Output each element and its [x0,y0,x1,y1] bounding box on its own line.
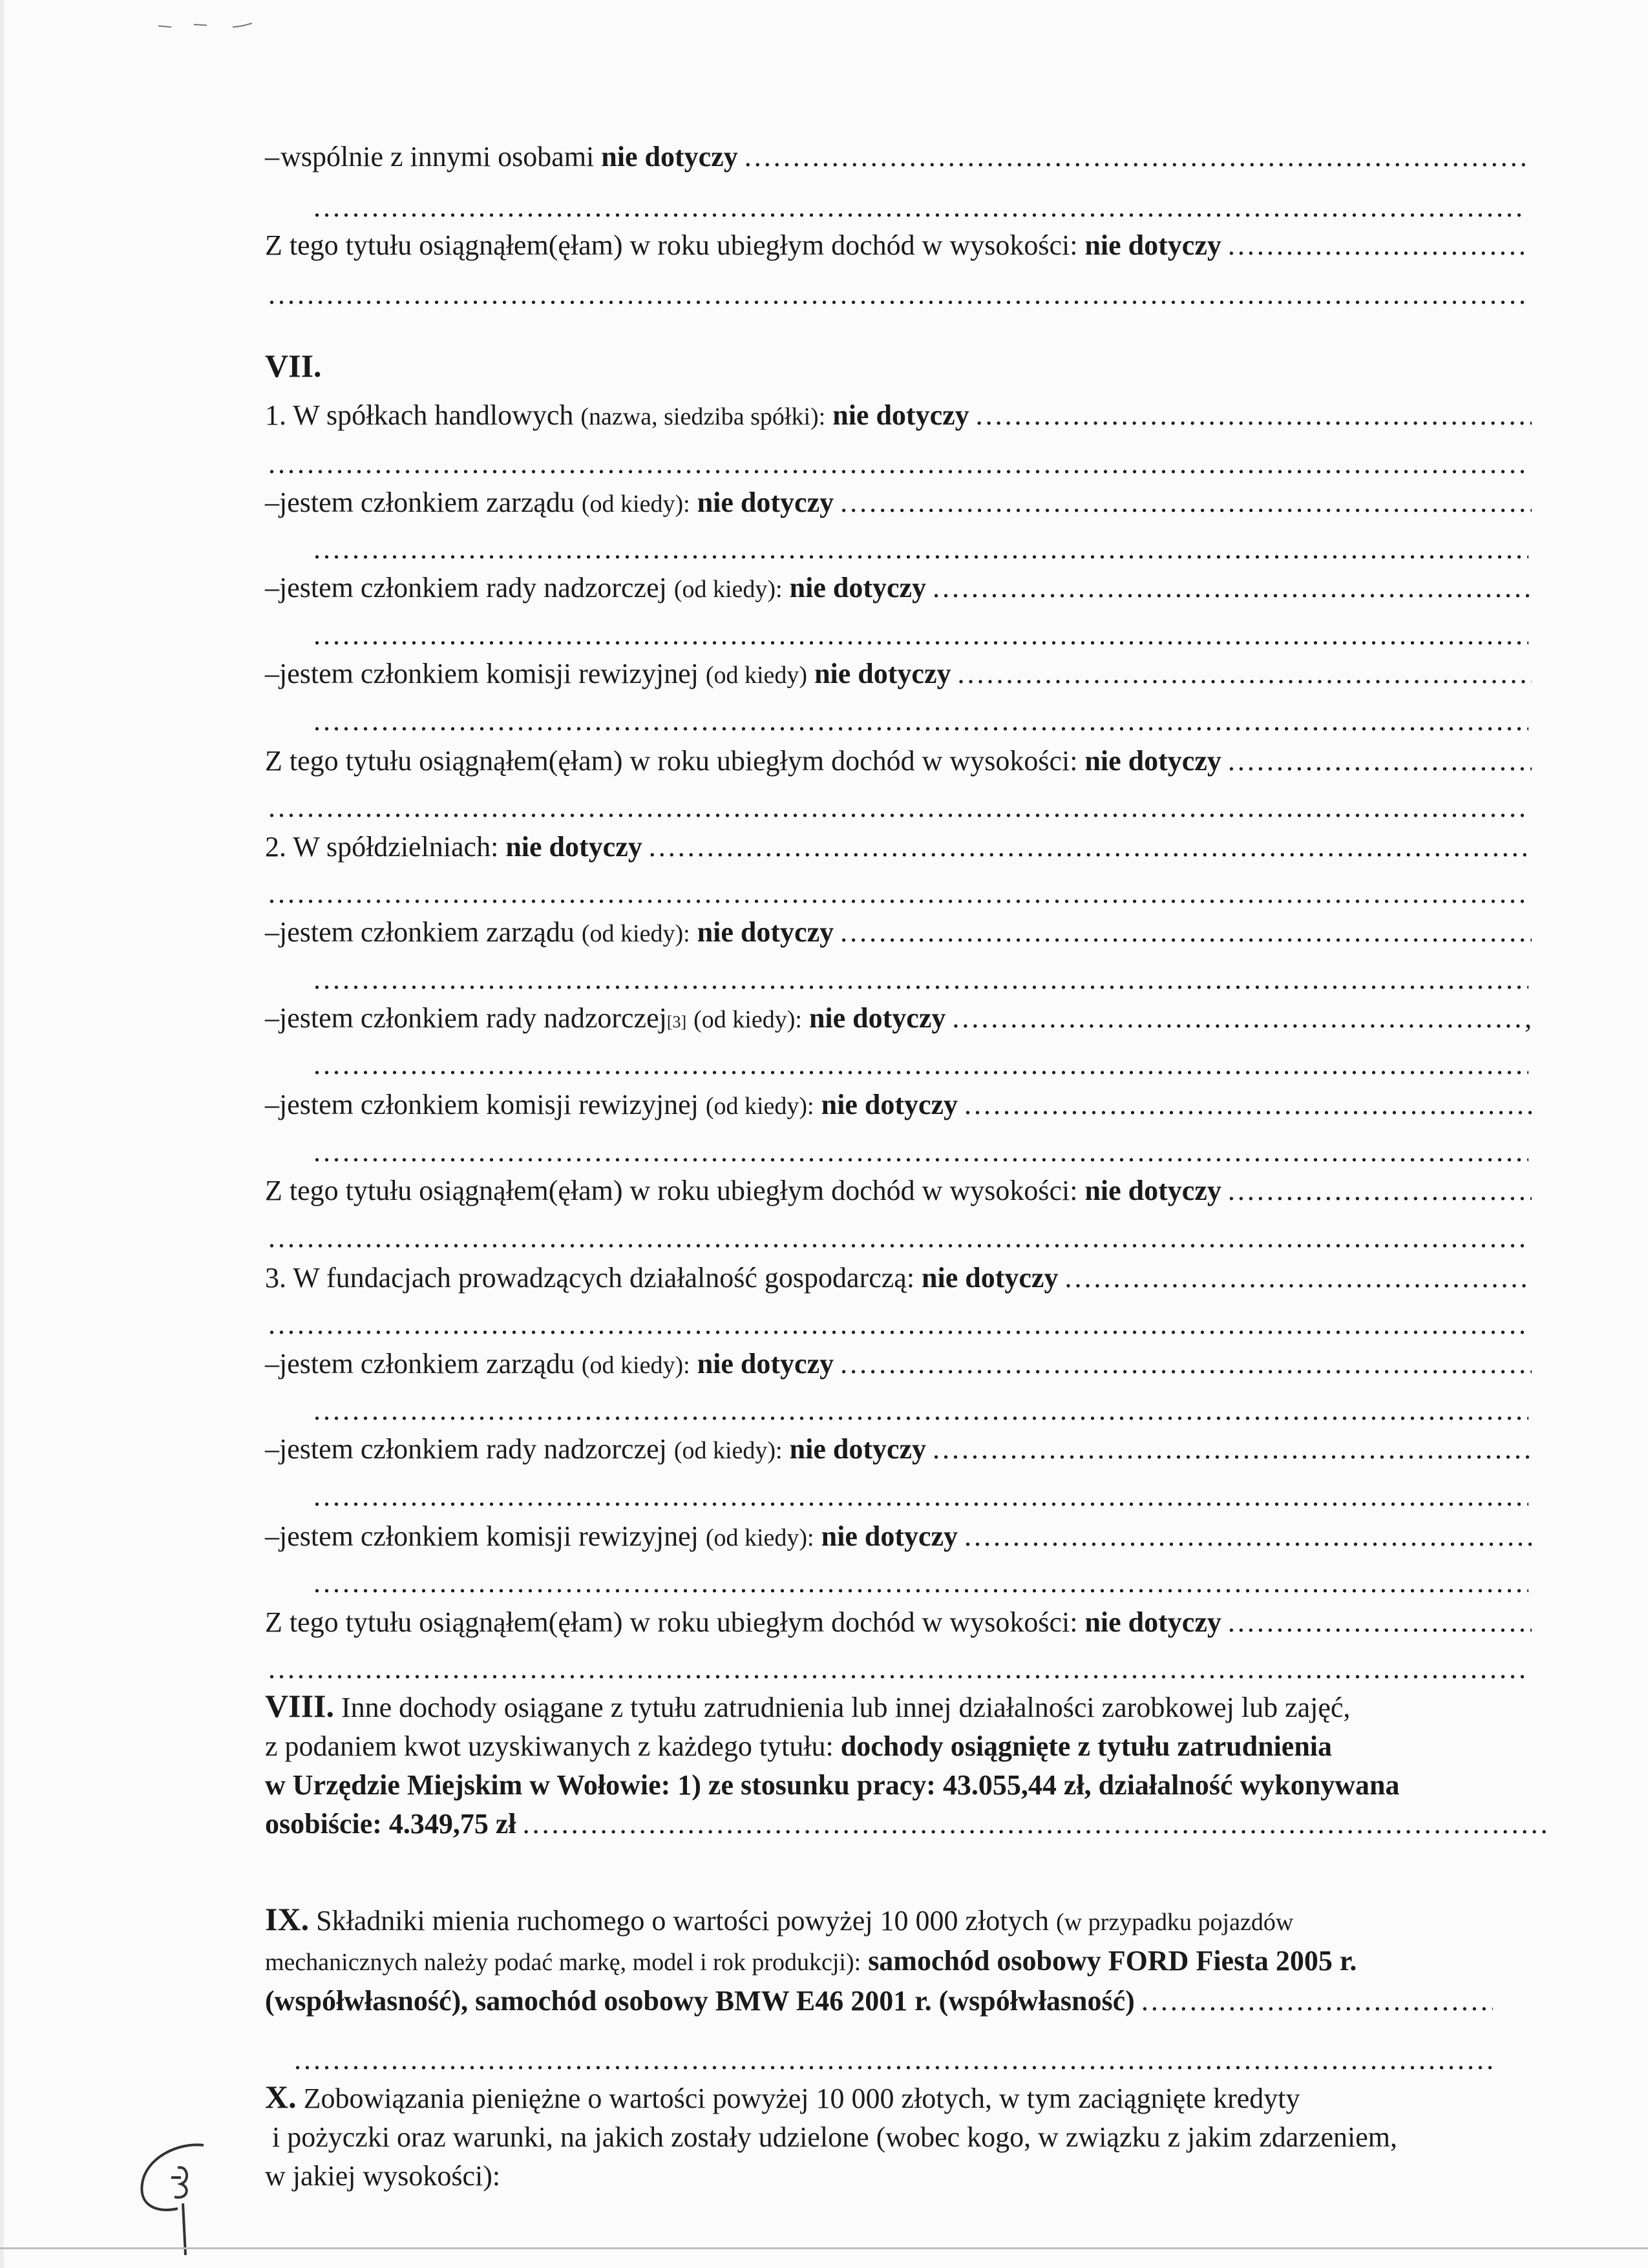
not-applicable: nie dotyczy [1084,745,1221,777]
vii-2-label: 2. W spółdzielniach: [265,831,499,863]
not-applicable: nie dotyczy [601,141,738,173]
audit-member-label: jestem członkiem komisji rewizyjnej [279,1520,699,1552]
section-ix-answer: samochód osobowy FORD Fiesta 2005 r. [868,1945,1357,1977]
dotted-fill [964,1087,1532,1123]
not-applicable: nie dotyczy [821,1520,958,1552]
dotted-line [268,876,1528,912]
income-label: Z tego tytułu osiągnąłem(ęłam) w roku ubiegłym dochód w wysokości: [265,1175,1078,1206]
not-applicable: nie dotyczy [697,916,834,948]
dotted-fill [952,1000,1525,1036]
vii-2-cooperatives [265,829,1532,865]
dash: – [265,658,279,689]
dotted-fill [1141,1982,1493,2021]
dotted-fill [523,1805,1551,1843]
since-hint: (od kiedy): [673,1437,783,1464]
dash: – [265,1348,279,1380]
audit-member-label: jestem członkiem komisji rewizyjnej [279,1089,699,1120]
dotted-fill [840,914,1532,950]
dotted-fill [933,570,1532,606]
not-applicable: nie dotyczy [1084,1606,1221,1638]
section-ix-answer: (współwłasność), samochód osobowy BMW E46 2001 r. (współwłasność) [265,1985,1135,2017]
since-hint: (od kiedy): [673,576,783,603]
dotted-line [313,1478,1528,1515]
section-x-heading: X. [265,2079,297,2115]
dash: – [265,487,279,518]
not-applicable: nie dotyczy [1084,229,1221,261]
scan-speck [155,19,259,32]
since-hint: (od kiedy): [705,1524,814,1551]
not-applicable: nie dotyczy [505,831,642,863]
dotted-fill [964,1518,1532,1555]
dotted-fill [745,139,1525,175]
vii-3-audit [265,1518,1532,1556]
dotted-fill [840,485,1532,521]
section-viii-answer: osobiście: 4.349,75 zł [265,1808,516,1840]
supervisory-member-label: jestem członkiem rady nadzorczej [279,572,667,604]
not-applicable: nie dotyczy [814,658,951,689]
not-applicable: nie dotyczy [789,572,927,604]
board-member-label: jestem członkiem zarządu [279,487,575,518]
dotted-fill [957,656,1532,692]
vii-2-audit [265,1087,1532,1124]
dotted-line [268,1220,1528,1256]
comma: , [1525,1002,1532,1034]
row-jointly [265,139,1525,175]
not-applicable: nie dotyczy [789,1433,927,1465]
dash: – [265,1520,279,1552]
not-applicable: nie dotyczy [832,399,969,431]
not-applicable: nie dotyczy [697,1348,834,1380]
dotted-fill [649,829,1532,865]
board-member-label: jestem członkiem zarządu [279,916,575,948]
supervisory-member-label: jestem członkiem rady nadzorczej [279,1433,667,1465]
dotted-line [268,790,1528,826]
scan-edge-bottom [0,2247,1648,2249]
dash: – [265,1433,279,1465]
section-x-text: i pożyczki oraz warunki, na jakich zostały udzielone (wobec kogo, w związku z jakim zdarzeniem, [272,2121,1397,2153]
section-vii-heading: VII. [265,348,322,384]
dotted-fill [1228,743,1532,779]
income-label: Z tego tytułu osiągnąłem(ęłam) w roku ubiegłym dochód w wysokości: [265,1606,1078,1638]
dotted-line [268,277,1528,313]
dotted-line [313,617,1528,653]
dotted-line [268,1651,1528,1687]
dotted-fill [840,1346,1532,1382]
income-label: Z tego tytułu osiągnąłem(ęłam) w roku ubiegłym dochód w wysokości: [265,229,1078,261]
vii-2-supervisory: – jestem członkiem rady nadzorczej [3] (od kiedy): nie dotyczy ..... , [265,1000,1532,1038]
not-applicable: nie dotyczy [697,487,834,518]
section-ix-text: Składniki mienia ruchomego o wartości powyżej 10 000 złotych [316,1905,1050,1937]
vii-2-board [265,914,1532,952]
not-applicable: nie dotyczy [808,1002,946,1034]
section-viii-answer: dochody osiągnięte z tytułu zatrudnienia [840,1730,1333,1762]
dotted-line [294,2042,1496,2078]
dotted-line [268,1307,1528,1343]
row-jointly-label: wspólnie z innymi osobami [280,141,595,173]
dotted-line [313,531,1528,567]
not-applicable: nie dotyczy [922,1262,1059,1294]
board-member-label: jestem członkiem zarządu [279,1348,575,1380]
dotted-line [313,189,1525,226]
dotted-fill [1064,1260,1532,1296]
dotted-fill [1228,1173,1532,1209]
since-hint: (od kiedy): [705,1093,814,1120]
section-viii-heading: VIII. [265,1688,334,1724]
dash: – [265,916,279,948]
vii-1-label: 1. W spółkach handlowych [265,399,574,431]
dotted-fill [933,1431,1532,1467]
dotted-fill [1228,227,1528,264]
vii-2-income [265,1173,1532,1209]
dotted-fill [1228,1604,1532,1641]
vii-1-supervisory [265,570,1532,607]
income-label: Z tego tytułu osiągnąłem(ęłam) w roku ubiegłym dochód w wysokości: [265,745,1078,777]
vii-1-commercial-companies [265,397,1532,435]
section-viii-answer: w Urzędzie Miejskim w Wołowie: 1) ze stosunku pracy: 43.055,44 zł, działalność wykonywana [265,1769,1400,1801]
section-viii-text: Inne dochody osiągane z tytułu zatrudnienia lub innej działalności zarobkowej lub zajęć, [341,1692,1351,1723]
since-hint: (od kiedy): [581,1352,690,1379]
vii-3-income [265,1604,1532,1641]
dotted-line [313,703,1528,739]
dotted-line [268,446,1528,482]
vii-3-board [265,1346,1532,1383]
section-viii-text: z podaniem kwot uzyskiwanych z każdego tytułu: [265,1730,834,1762]
vii-1-hint: (nazwa, siedziba spółki): [580,403,826,430]
vii-1-board [265,485,1532,522]
scan-edge-left [0,0,4,2268]
since-hint: (od kiedy) [705,662,808,689]
dotted-line [313,1047,1528,1083]
dotted-line [313,1392,1528,1429]
vii-1-audit [265,656,1532,693]
dash: – [265,141,279,173]
section-x-text: w jakiej wysokości): [265,2160,501,2192]
not-applicable: nie dotyczy [821,1089,958,1120]
vii-3-foundations [265,1260,1532,1296]
vii-3-supervisory [265,1431,1532,1469]
section-x-text: Zobowiązania pieniężne o wartości powyżej 10 000 złotych, w tym zaciągnięte kredyty [303,2083,1300,2114]
dash: – [265,1002,279,1034]
dash: – [265,1089,279,1120]
section-x [265,2077,1558,2196]
vii-3-label: 3. W fundacjach prowadzących działalność gospodarczą: [265,1262,915,1294]
section-ix-heading: IX. [265,1901,310,1937]
audit-member-label: jestem członkiem komisji rewizyjnej [279,658,699,689]
dotted-line [313,1565,1528,1601]
section-ix [265,1900,1545,2021]
section-ix-hint: mechanicznych należy podać markę, model i rok produkcji): [265,1949,861,1976]
income-row-top [265,227,1528,264]
dotted-fill [976,397,1532,434]
section-ix-hint: (w przypadku pojazdów [1056,1909,1294,1936]
handwritten-initials-mark [132,2132,217,2262]
section-viii [265,1686,1551,1843]
dash: – [265,572,279,604]
since-hint: (od kiedy): [693,1006,802,1033]
since-hint: (od kiedy): [581,490,690,518]
dotted-line [313,961,1528,998]
dotted-line [313,1134,1528,1170]
since-hint: (od kiedy): [581,920,690,947]
supervisory-member-label: jestem członkiem rady nadzorczej [279,1002,667,1034]
not-applicable: nie dotyczy [1084,1175,1221,1206]
vii-1-income [265,743,1532,779]
